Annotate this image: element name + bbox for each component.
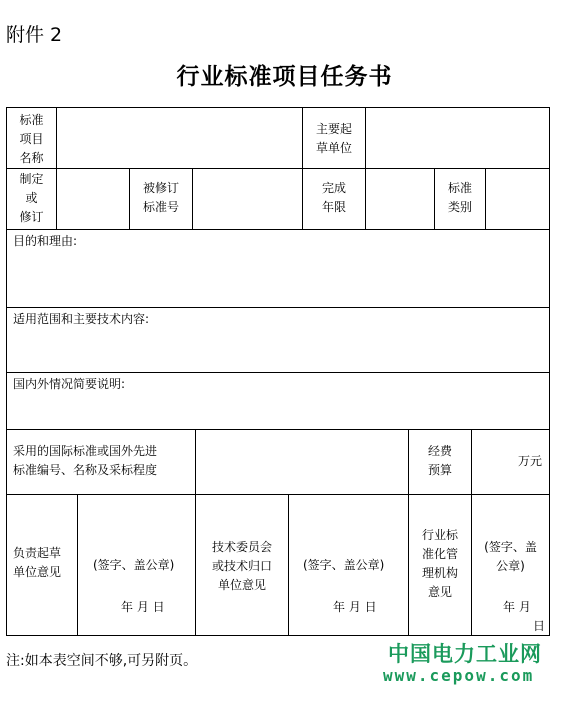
- budget-unit: 万元: [518, 454, 543, 468]
- label-line: 标准号: [142, 200, 179, 214]
- label-line: 负责起草: [13, 546, 62, 560]
- date-text: 年 月 日: [333, 600, 377, 614]
- label-line: 标准编号、名称及采标程度: [13, 463, 158, 477]
- row-divider: [7, 229, 549, 230]
- date-text: 年 月 日: [121, 600, 165, 614]
- deadline-label: [303, 179, 365, 217]
- col-divider: [56, 168, 57, 229]
- col-divider: [288, 494, 289, 635]
- attachment-label: 附件 2: [6, 24, 63, 46]
- label-line: 意见: [427, 585, 452, 599]
- label-line: 主要起: [315, 122, 352, 136]
- label-line: 年限: [321, 200, 346, 214]
- label-line: 采用的国际标准或国外先进: [13, 444, 158, 458]
- label-line: 被修订: [142, 181, 179, 195]
- project-name-label: [7, 111, 56, 168]
- col-divider: [195, 429, 196, 494]
- label-line: 名称: [19, 151, 44, 165]
- label-line: 单位意见: [13, 565, 62, 579]
- scope-label: 适用范围和主要技术内容:: [13, 312, 150, 326]
- committee-opinion-label: [196, 538, 288, 595]
- label-line: 理机构: [421, 566, 458, 580]
- purpose-label: 目的和理由:: [13, 234, 78, 248]
- row-divider: [7, 494, 549, 495]
- label-line: 公章): [496, 559, 525, 573]
- sign-stamp-text: (签字、盖公章): [303, 558, 385, 572]
- col-divider: [192, 168, 193, 229]
- watermark-url: www.cepow.com: [383, 666, 535, 685]
- col-divider: [77, 494, 78, 635]
- intl-standard-label: [13, 442, 157, 480]
- label-line: 标准: [19, 113, 44, 127]
- col-divider: [365, 168, 366, 229]
- col-divider: [471, 429, 472, 494]
- revised-standard-label: [130, 179, 192, 217]
- label-line: 单位意见: [217, 578, 266, 592]
- row-divider: [7, 168, 549, 169]
- budget-label: [409, 442, 471, 480]
- label-line: 或技术归口: [211, 559, 272, 573]
- label-line: 预算: [427, 463, 452, 477]
- sign-stamp-text: [472, 538, 549, 576]
- date-text-day: 日: [533, 619, 546, 633]
- task-form-table: [6, 107, 550, 636]
- label-line: 或: [25, 191, 38, 205]
- footer-note: 注:如本表空间不够,可另附页。: [6, 653, 198, 669]
- page-title: 行业标准项目任务书: [176, 64, 393, 90]
- col-divider: [365, 108, 366, 168]
- label-line: 类别: [447, 200, 472, 214]
- label-line: (签字、盖: [484, 540, 537, 554]
- label-line: 准化管: [421, 547, 458, 561]
- watermark-name: 中国电力工业网: [388, 642, 542, 666]
- drafter-opinion-label: [13, 544, 61, 582]
- domestic-label: 国内外情况简要说明:: [13, 377, 126, 391]
- date-text: 年 月: [503, 600, 531, 614]
- col-divider: [485, 168, 486, 229]
- label-line: 经费: [427, 444, 452, 458]
- label-line: 标准: [447, 181, 472, 195]
- admin-opinion-label: [409, 526, 471, 602]
- sign-stamp-text: (签字、盖公章): [93, 558, 175, 572]
- label-line: 完成: [321, 181, 346, 195]
- drafter-unit-label: [303, 120, 365, 158]
- label-line: 修订: [19, 210, 44, 224]
- label-line: 制定: [19, 172, 44, 186]
- label-line: 行业标: [421, 528, 458, 542]
- label-line: 草单位: [315, 141, 352, 155]
- col-divider: [56, 108, 57, 168]
- make-or-revise-label: [7, 170, 56, 227]
- row-divider: [7, 372, 549, 373]
- label-line: 项目: [19, 132, 44, 146]
- row-divider: [7, 307, 549, 308]
- label-line: 技术委员会: [211, 540, 272, 554]
- category-label: [435, 179, 485, 217]
- row-divider: [7, 429, 549, 430]
